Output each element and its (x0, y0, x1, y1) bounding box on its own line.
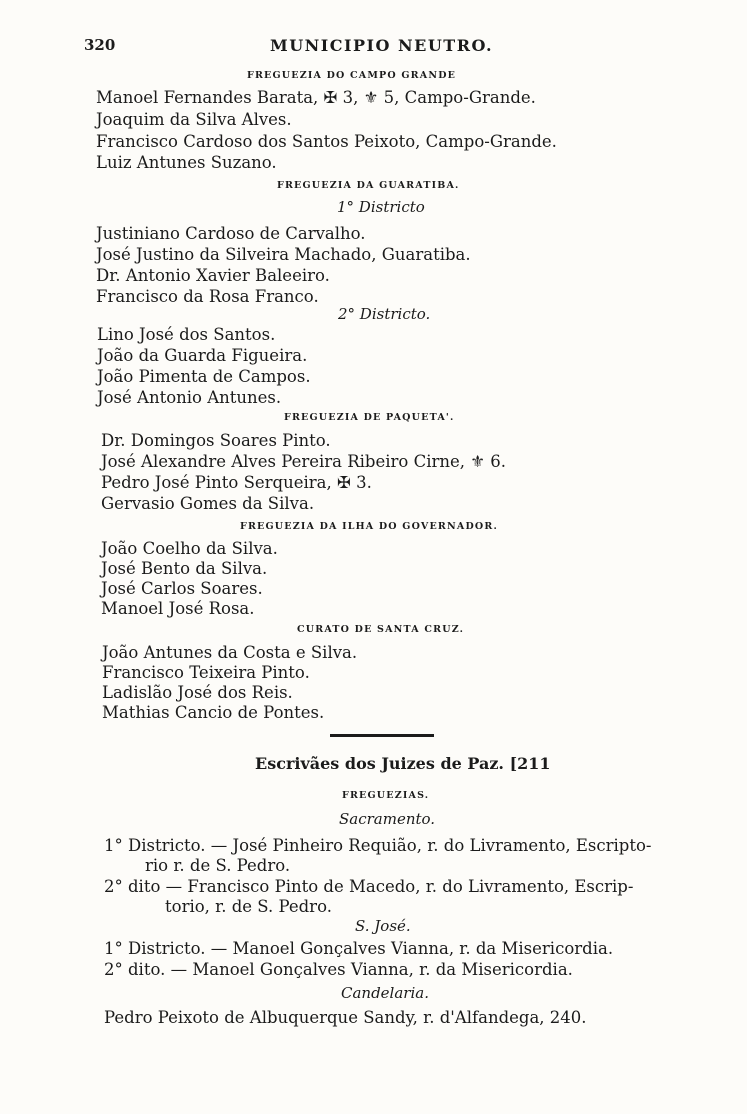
list-item: Joaquim da Silva Alves. (96, 110, 292, 129)
list-item: José Justino da Silveira Machado, Guaratiba. (96, 245, 471, 264)
section-heading-governador: FREGUEZIA DA ILHA DO GOVERNADOR. (240, 521, 498, 532)
list-item: João Pimenta de Campos. (97, 367, 311, 386)
list-item: João Antunes da Costa e Silva. (102, 643, 358, 662)
list-item: José Alexandre Alves Pereira Ribeiro Cirne, ⚜ 6. (101, 452, 507, 471)
list-item: Luiz Antunes Suzano. (96, 153, 277, 172)
section-heading-campo-grande: FREGUEZIA DO CAMPO GRANDE (247, 70, 457, 81)
list-item: Pedro Peixoto de Albuquerque Sandy, r. d'Alfandega, 240. (104, 1008, 587, 1027)
list-item: João da Guarda Figueira. (97, 346, 308, 365)
parish-name-sacramento: Sacramento. (339, 810, 436, 828)
list-item: Manoel Fernandes Barata, ✠ 3, ⚜ 5, Campo-Grande. (96, 88, 536, 107)
list-item: Justiniano Cardoso de Carvalho. (96, 224, 366, 243)
list-item: 2° dito. — Manoel Gonçalves Vianna, r. da Misericordia. (104, 960, 573, 979)
list-item: Francisco Teixeira Pinto. (102, 663, 310, 682)
section-heading-paqueta: FREGUEZIA DE PAQUETA'. (284, 412, 455, 423)
section-heading-santa-cruz: CURATO DE SANTA CRUZ. (297, 624, 465, 635)
section-heading-guaratiba: FREGUEZIA DA GUARATIBA. (277, 180, 460, 191)
running-head: MUNICIPIO NEUTRO. (270, 36, 494, 55)
escrivaes-title: Escrivães dos Juizes de Paz. [211 (255, 754, 551, 773)
list-item: Dr. Antonio Xavier Baleeiro. (96, 266, 330, 285)
list-item: Manoel José Rosa. (101, 599, 255, 618)
list-item: José Antonio Antunes. (97, 388, 282, 407)
list-item: José Carlos Soares. (101, 579, 263, 598)
list-item: 1° Districto. — José Pinheiro Requião, r. do Livramento, Escripto- (104, 836, 652, 855)
district-label: 2° Districto. (338, 305, 431, 323)
list-item: Dr. Domingos Soares Pinto. (101, 431, 331, 450)
list-item: João Coelho da Silva. (101, 539, 278, 558)
list-item: José Bento da Silva. (101, 559, 268, 578)
list-item: Lino José dos Santos. (97, 325, 276, 344)
parish-name-candelaria: Candelaria. (341, 984, 429, 1002)
list-item: Pedro José Pinto Serqueira, ✠ 3. (101, 473, 372, 492)
list-item: Gervasio Gomes da Silva. (101, 494, 315, 513)
list-item: Ladislão José dos Reis. (102, 683, 293, 702)
list-item: Francisco da Rosa Franco. (96, 287, 319, 306)
freguezias-heading: FREGUEZIAS. (342, 790, 430, 801)
district-label: 1° Districto (337, 198, 425, 216)
list-item: Mathias Cancio de Pontes. (102, 703, 325, 722)
list-item-continuation: rio r. de S. Pedro. (145, 856, 291, 875)
list-item: 2° dito — Francisco Pinto de Macedo, r. do Livramento, Escrip- (104, 877, 634, 896)
page-number: 320 (84, 36, 116, 54)
section-divider (330, 734, 434, 737)
list-item-continuation: torio, r. de S. Pedro. (165, 897, 332, 916)
parish-name-sao-jose: S. José. (355, 917, 411, 935)
list-item: Francisco Cardoso dos Santos Peixoto, Campo-Grande. (96, 132, 557, 151)
list-item: 1° Districto. — Manoel Gonçalves Vianna, r. da Misericordia. (104, 939, 614, 958)
